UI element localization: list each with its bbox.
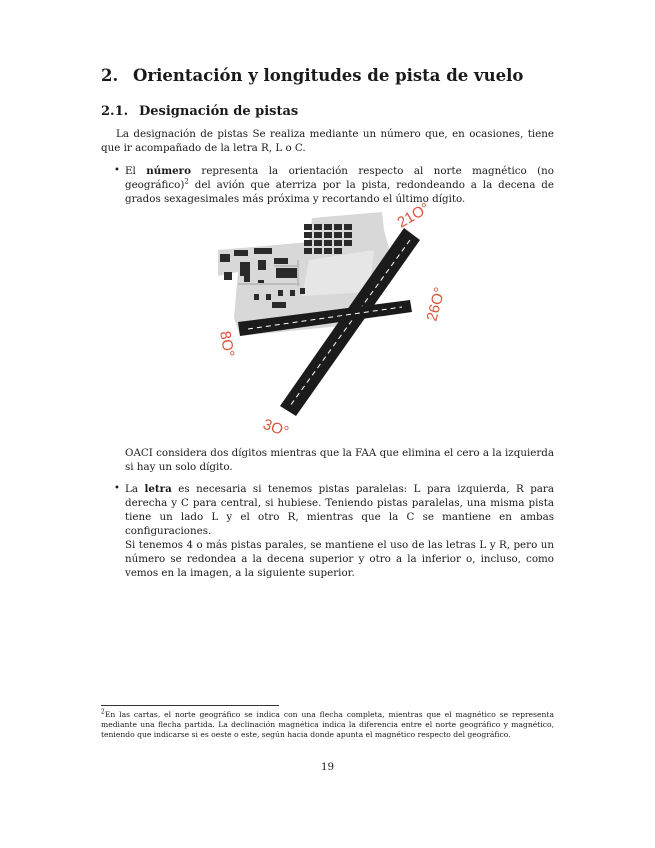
footnote-reference[interactable]: 2 [184,177,189,186]
page-number: 19 [320,761,335,773]
bullet1-text-start: El [125,165,147,177]
bullet2-text-main: es necesaria si tenemos pistas paralelas: L para izquierda, R para derecha y C para central, si hubiese. Teniendo pistas paralelas, una misma pista tiene un lado L y el otro R, mientras que la C se mantiene en ambas configuraciones. [125,483,554,537]
section-number: 2. [101,66,119,85]
subsection-heading [101,104,571,119]
intro-paragraph: La designación de pistas Se realiza mediante un número que, en ocasiones, tiene que ir acompañado de la letra R, L o C. [101,128,554,154]
subsection-title: Designación de pistas [139,104,299,119]
footnote-divider [101,705,279,706]
bullet2-keyword: letra [144,483,172,495]
heading-label-30: 3O° [260,415,291,441]
footnote-text: En las cartas, el norte geográfico se indica con una flecha completa, mientras que el magnético se representa mediante una flecha partida. La declinación magnética indica la diferencia entre el norte geográfico y magnético, teniendo que indicarse si es oeste o este, según hacia donde apunta el magnético respecto del geográfico. [101,710,554,739]
bullet2-text-start: La [125,483,145,495]
heading-label-210: 21O° [394,199,433,232]
heading-label-260: 26O° [423,285,449,324]
bullet-dot-icon: • [114,483,120,494]
bullet1-text-middle: representa la orientación respecto al norte magnético (no geográfico) [125,165,554,191]
bullet-numero [114,164,554,206]
footnote-mark: 2 [101,708,105,716]
bullet-letra [114,482,554,580]
bullet-dot-icon: • [114,165,120,176]
heading-label-80: 8O° [216,329,238,359]
subsection-number: 2.1. [101,104,129,119]
section-heading [101,66,571,85]
bullet1-text-end: del avión que aterriza por la pista, redondeando a la decena de grados sexagesimales más próxima y recortando el último dígito. [125,179,554,205]
oaci-note: OACI considera dos dígitos mientras que la FAA que elimina el cero a la izquierda si hay un solo dígito. [125,447,554,473]
runway-diagram [214,199,449,441]
section-title: Orientación y longitudes de pista de vuelo [133,66,524,85]
footnote [101,710,554,740]
bullet2-text-second: Si tenemos 4 o más pistas parales, se mantiene el uso de las letras L y R, pero un número se redondea a la decena superior y otro a la inferior o, incluso, como vemos en la imagen, a la siguiente superior. [125,539,554,579]
bullet1-keyword: número [146,165,191,177]
